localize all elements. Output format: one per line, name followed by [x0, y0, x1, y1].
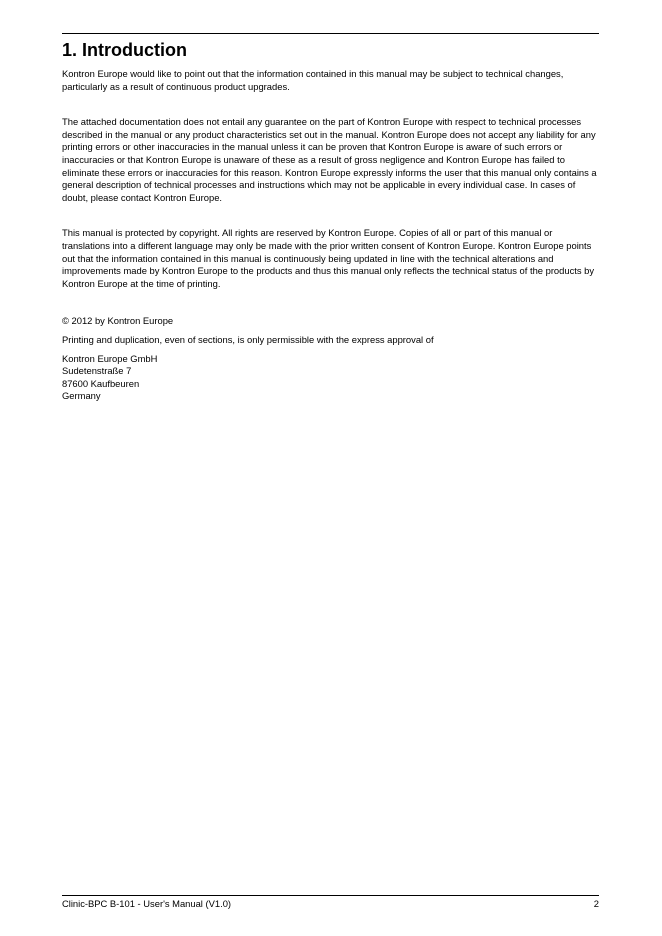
duplication-notice: Printing and duplication, even of sections, is only permissible with the express approval of	[62, 333, 434, 345]
company-address	[62, 353, 599, 403]
paragraph-liability: The attached documentation does not entail any guarantee on the part of Kontron Europe with respect to technical processes described in the manual or any product characteristics set out in the manual. Kontron Europe does not accept any liability for any printing errors or other inaccuracies in the manual unless it can be proven that Kontron Europe is aware of such errors or inaccuracies or that Kontron Europe is unaware of these as a result of gross negligence and Kontron Europe has failed to eliminate these errors or inaccuracies for this reason. Kontron Europe expressly informs the user that this manual only contains a general description of technical processes and instructions which may not be applicable in every individual case. In cases of doubt, please contact Kontron Europe.	[62, 116, 597, 203]
paragraph-copyright-notice: This manual is protected by copyright. All rights are reserved by Kontron Europe. Copies of all or part of this manual or translations into a different language may only be made with the prior written consent of Kontron Europe. Kontron Europe points out that the information contained in this manual is continuously being updated in line with the technical alterations and improvements made by Kontron Europe to the products and thus this manual only reflects the technical status of the products by Kontron Europe at the time of printing.	[62, 227, 595, 289]
address-country: Germany	[62, 390, 101, 402]
footer-rule	[62, 895, 599, 896]
footer-manual-title: Clinic-BPC B-101 - User's Manual (V1.0)	[62, 898, 232, 909]
section-heading: 1. Introduction	[62, 40, 187, 60]
paragraph-technical-changes: Kontron Europe would like to point out that the information contained in this manual may be subject to technical changes, particularly as a result of continuous product upgrades.	[62, 68, 564, 92]
copyright-line: © 2012 by Kontron Europe	[62, 315, 174, 327]
body-text	[62, 68, 599, 403]
address-city: 87600 Kaufbeuren	[62, 377, 140, 389]
address-street: Sudetenstraße 7	[62, 365, 132, 377]
footer-page-number: 2	[593, 898, 599, 909]
address-company: Kontron Europe GmbH	[62, 352, 158, 364]
header-rule	[62, 33, 599, 34]
